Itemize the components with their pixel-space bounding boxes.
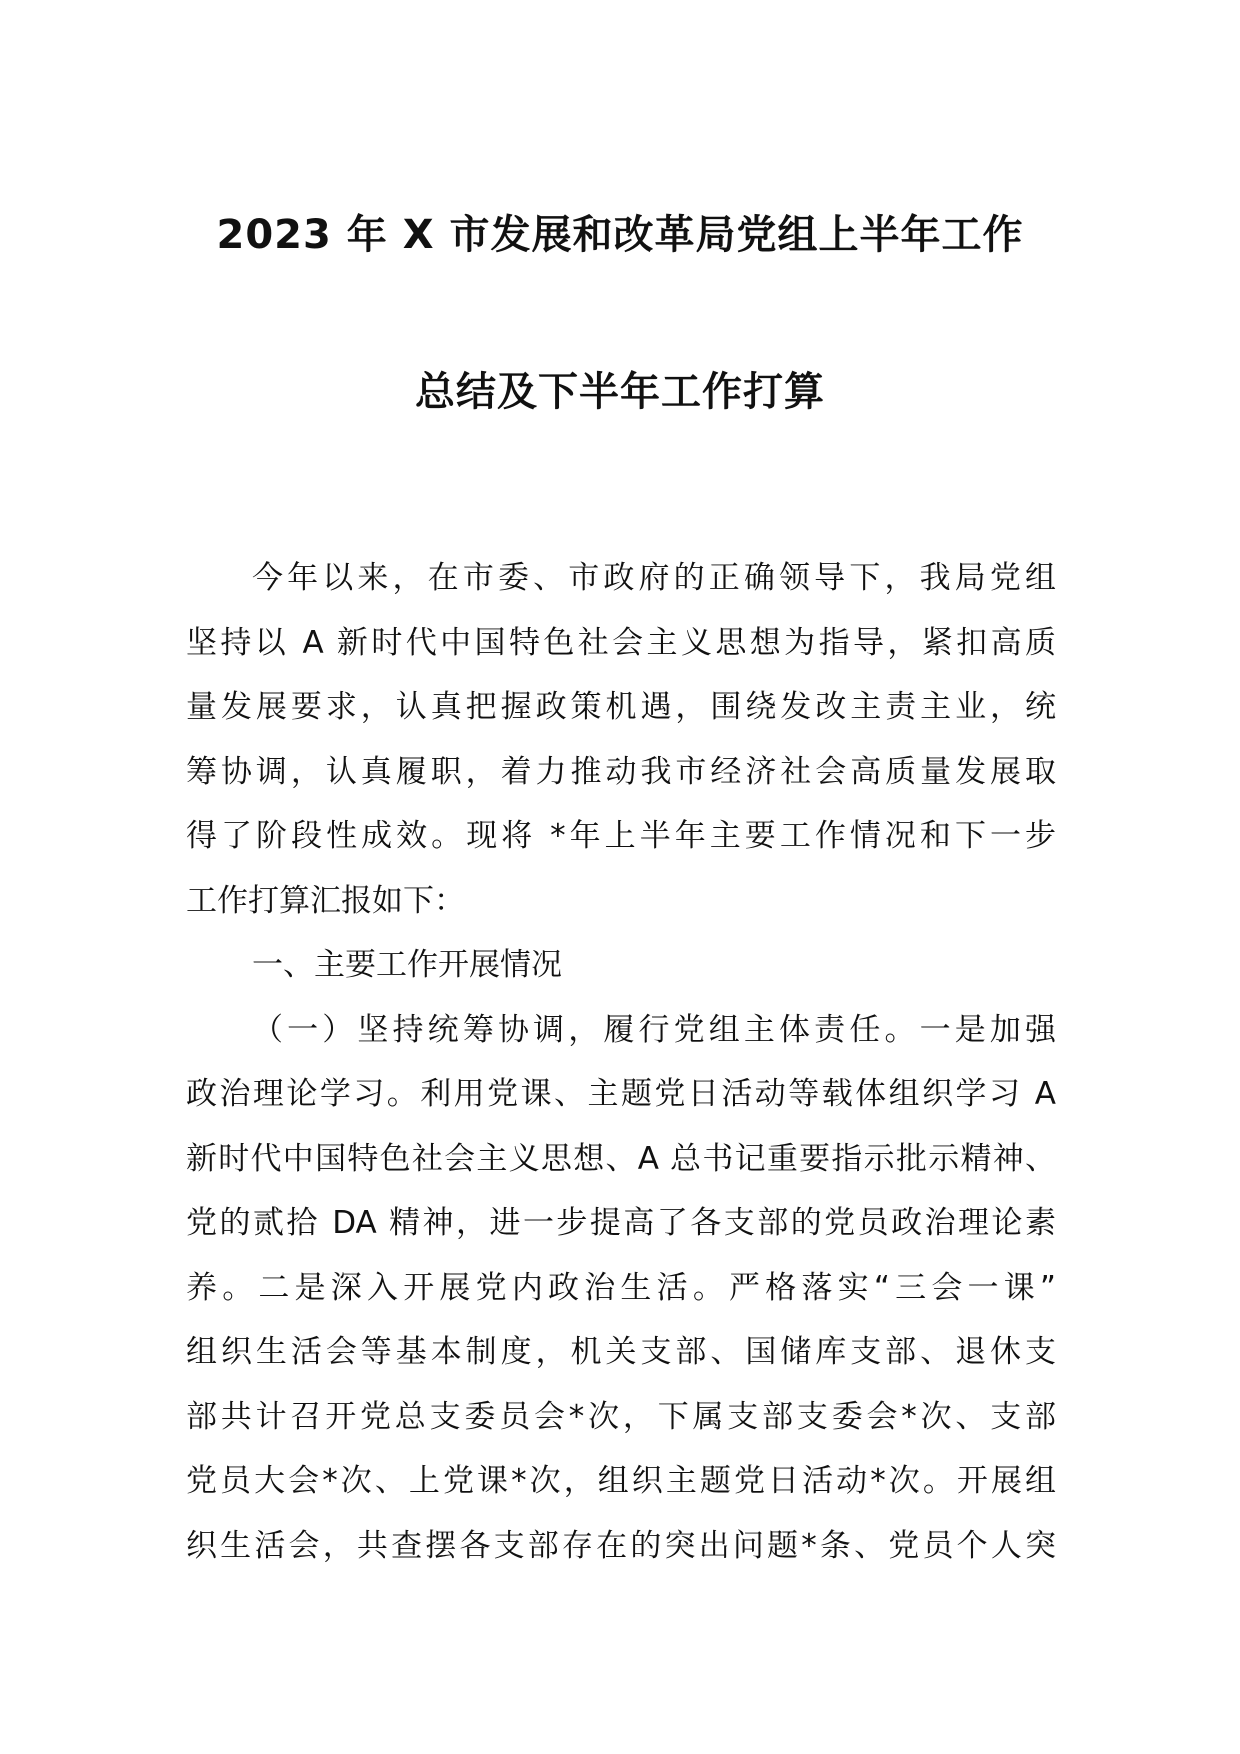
- document-title-line-2: 总结及下半年工作打算: [415, 369, 825, 415]
- paragraph-2-line-8: 党员大会*次、上党课*次，组织主题党日活动*次。开展组: [186, 1463, 1056, 1499]
- paragraph-1-line-6: 工作打算汇报如下：: [186, 882, 465, 919]
- paragraph-2-line-6: 组织生活会等基本制度，机关支部、国储库支部、退休支: [186, 1334, 1056, 1370]
- paragraph-1-line-2: 坚持以 A 新时代中国特色社会主义思想为指导，紧扣高质: [186, 624, 1056, 661]
- paragraph-1-line-4: 筹协调，认真履职，着力推动我市经济社会高质量发展取: [186, 753, 1056, 790]
- paragraph-1-line-3: 量发展要求，认真把握政策机遇，围绕发改主责主业，统: [186, 689, 1056, 725]
- paragraph-2-line-9: 织生活会，共查摆各支部存在的突出问题*条、党员个人突: [186, 1527, 1056, 1564]
- paragraph-1-line-5: 得了阶段性成效。现将 *年上半年主要工作情况和下一步: [186, 818, 1056, 854]
- document-body: [186, 546, 1056, 1578]
- section-heading: 一、主要工作开展情况: [252, 947, 562, 983]
- paragraph-2-line-5: 养。二是深入开展党内政治生活。严格落实“三会一课”: [186, 1269, 1056, 1306]
- paragraph-2-line-4: 党的贰拾 DA 精神，进一步提高了各支部的党员政治理论素: [186, 1205, 1056, 1241]
- paragraph-2-line-3: 新时代中国特色社会主义思想、A 总书记重要指示批示精神、: [186, 1140, 1056, 1177]
- paragraph-2-line-1: （一）坚持统筹协调，履行党组主体责任。一是加强: [252, 1011, 1056, 1048]
- paragraph-2-line-7: 部共计召开党总支委员会*次，下属支部支委会*次、支部: [186, 1398, 1056, 1435]
- document-title-line-1: 2023 年 X 市发展和改革局党组上半年工作: [216, 212, 1024, 258]
- paragraph-2-line-2: 政治理论学习。利用党课、主题党日活动等载体组织学习 A: [186, 1076, 1056, 1112]
- paragraph-1-line-1: 今年以来，在市委、市政府的正确领导下，我局党组: [252, 560, 1056, 596]
